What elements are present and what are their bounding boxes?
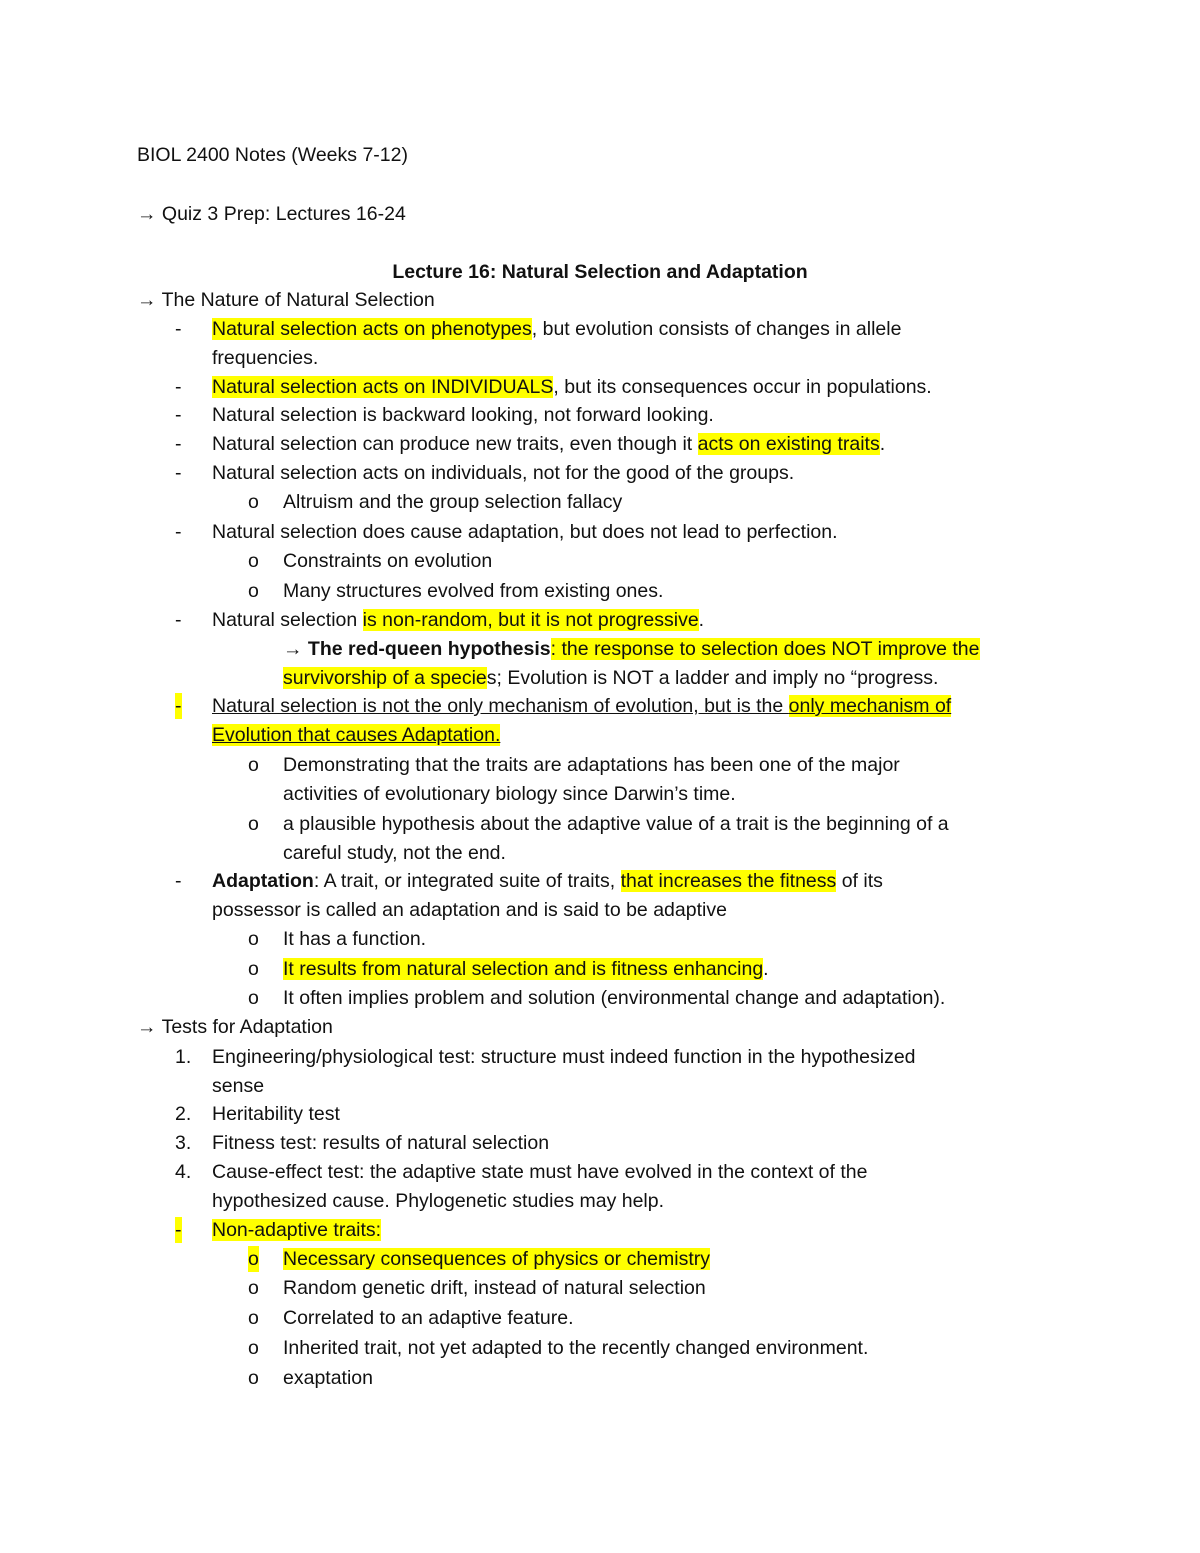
numbered-item: Heritability test — [212, 1103, 340, 1125]
dash-bullet: - — [175, 433, 182, 455]
highlighted-text: Natural selection acts on phenotypes — [212, 318, 532, 340]
list-item-continuation: possessor is called an adaptation and is said to be adaptive — [212, 899, 727, 921]
list-number: 3. — [175, 1132, 192, 1154]
circle-bullet: o — [248, 928, 259, 950]
section-heading-text: The Nature of Natural Selection — [161, 289, 435, 311]
circle-bullet: o — [248, 1367, 259, 1389]
list-number: 2. — [175, 1103, 192, 1125]
sub-list-item-continuation: careful study, not the end. — [283, 842, 506, 864]
sub-list-item: Altruism and the group selection fallacy — [283, 491, 623, 513]
non-adaptive-heading — [212, 1217, 381, 1243]
highlighted-text: It results from natural selection and is fitness enhancing — [283, 958, 764, 980]
sub-list-item: Demonstrating that the traits are adaptations has been one of the major — [283, 754, 900, 776]
list-item — [212, 374, 932, 400]
document-title: BIOL 2400 Notes (Weeks 7-12) — [137, 144, 408, 166]
dash-bullet: - — [175, 521, 182, 543]
adaptation-label: Adaptation — [212, 870, 314, 892]
list-number: 1. — [175, 1046, 192, 1068]
highlighted-text: acts on existing traits — [697, 433, 880, 455]
red-queen-continuation — [283, 665, 938, 691]
numbered-item: Engineering/physiological test: structure must indeed function in the hypothesized — [212, 1046, 916, 1068]
item-text: : A trait, or integrated suite of traits, — [313, 870, 621, 892]
circle-bullet: o — [248, 1307, 259, 1329]
dash-bullet: - — [175, 404, 182, 426]
circle-bullet: o — [248, 958, 259, 980]
item-text: Natural selection — [212, 609, 363, 631]
item-text: , but its consequences occur in populations. — [553, 376, 932, 398]
sub-list-item — [283, 1246, 710, 1272]
sub-list-item: Inherited trait, not yet adapted to the recently changed environment. — [283, 1337, 869, 1359]
dash-bullet: - — [175, 695, 182, 717]
list-item — [212, 693, 951, 719]
list-number: 4. — [175, 1161, 192, 1183]
arrow-icon: → — [137, 203, 157, 225]
list-item — [212, 607, 704, 633]
list-item — [212, 316, 901, 342]
highlighted-text: Natural selection acts on INDIVIDUALS — [212, 376, 554, 398]
circle-bullet: o — [248, 1337, 259, 1359]
numbered-item-continuation: sense — [212, 1075, 265, 1097]
sub-list-item: Constraints on evolution — [283, 550, 493, 572]
list-item: Natural selection acts on individuals, not for the good of the groups. — [212, 462, 795, 484]
numbered-item-continuation: hypothesized cause. Phylogenetic studies may help. — [212, 1190, 665, 1212]
list-item: Natural selection does cause adaptation, but does not lead to perfection. — [212, 521, 838, 543]
lecture-heading: Lecture 16: Natural Selection and Adaptation — [392, 261, 808, 283]
circle-bullet: o — [248, 1277, 259, 1299]
section-heading-text: Tests for Adaptation — [161, 1016, 333, 1038]
list-item-continuation: frequencies. — [212, 347, 319, 369]
section-tests-for-adaptation — [137, 1014, 333, 1040]
highlighted-text: only mechanism of — [788, 695, 952, 717]
circle-bullet: o — [248, 1248, 259, 1270]
sub-list-item: Correlated to an adaptive feature. — [283, 1307, 574, 1329]
sub-list-item: Many structures evolved from existing ones. — [283, 580, 664, 602]
sub-list-item-continuation: activities of evolutionary biology since Darwin’s time. — [283, 783, 736, 805]
red-queen-line — [283, 636, 980, 662]
sub-list-item — [283, 956, 769, 982]
sub-list-item: It has a function. — [283, 928, 427, 950]
item-text: . — [763, 958, 769, 980]
highlighted-text: that increases the fitness — [620, 870, 837, 892]
sub-list-item: Random genetic drift, instead of natural selection — [283, 1277, 706, 1299]
item-text: , but evolution consists of changes in allele — [531, 318, 902, 340]
highlighted-text: Necessary consequences of physics or chemistry — [283, 1248, 711, 1270]
circle-bullet: o — [248, 987, 259, 1009]
circle-bullet: o — [248, 813, 259, 835]
dash-bullet: - — [175, 870, 182, 892]
circle-bullet: o — [248, 491, 259, 513]
arrow-icon: → — [137, 1016, 157, 1038]
sub-list-item: It often implies problem and solution (environmental change and adaptation). — [283, 987, 946, 1009]
circle-bullet: o — [248, 550, 259, 572]
numbered-item: Fitness test: results of natural selection — [212, 1132, 550, 1154]
highlighted-text: : the response to selection does NOT improve the — [550, 638, 980, 660]
dash-bullet: - — [175, 318, 182, 340]
sub-list-item: exaptation — [283, 1367, 373, 1389]
item-text: s; Evolution is NOT a ladder and imply no “progress. — [486, 667, 939, 689]
item-text: Natural selection can produce new traits, even though it — [212, 433, 698, 455]
list-item: Natural selection is backward looking, not forward looking. — [212, 404, 714, 426]
highlighted-text: survivorship of a specie — [283, 667, 487, 689]
list-item — [212, 868, 883, 894]
section-nature-of-natural-selection — [137, 287, 435, 313]
dash-bullet: - — [175, 462, 182, 484]
list-item — [212, 431, 885, 457]
circle-bullet: o — [248, 754, 259, 776]
list-item-continuation — [212, 722, 500, 748]
dash-bullet: - — [175, 609, 182, 631]
item-text: . — [879, 433, 886, 455]
item-text: . — [698, 609, 705, 631]
arrow-icon: → — [283, 638, 303, 660]
arrow-icon: → — [137, 289, 157, 311]
circle-bullet: o — [248, 580, 259, 602]
item-text: of its — [836, 870, 883, 892]
dash-bullet: - — [175, 1219, 182, 1241]
dash-bullet: - — [175, 376, 182, 398]
numbered-item: Cause-effect test: the adaptive state must have evolved in the context of the — [212, 1161, 868, 1183]
quiz-prep-text: Quiz 3 Prep: Lectures 16-24 — [161, 203, 406, 225]
highlighted-text: is non-random, but it is not progressive — [362, 609, 699, 631]
quiz-prep-line — [137, 201, 406, 227]
sub-list-item: a plausible hypothesis about the adaptive value of a trait is the beginning of a — [283, 813, 949, 835]
highlighted-text: Non-adaptive traits: — [212, 1219, 382, 1241]
highlighted-text: Evolution that causes Adaptation. — [212, 724, 501, 746]
red-queen-label: The red-queen hypothesis — [307, 638, 551, 660]
item-text: Natural selection is not the only mechanism of evolution, but is the — [212, 695, 789, 717]
